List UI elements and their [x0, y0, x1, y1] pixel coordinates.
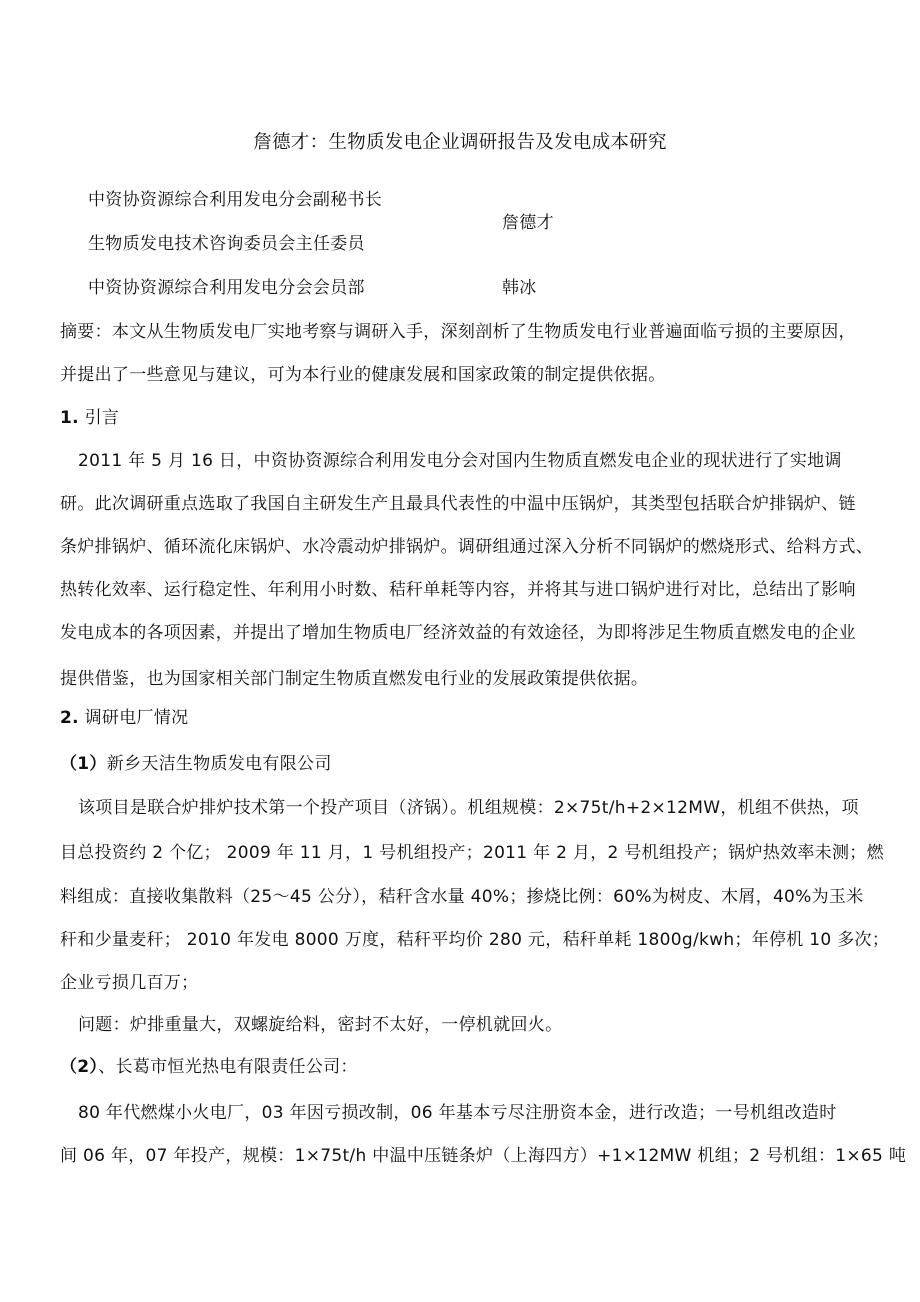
paragraph-line: 间 06 年，07 年投产，规模：1×75t/h 中温中压链条炉（上海四方）+1×12MW 机组；2 号机组：1×65 吨	[60, 1146, 907, 1166]
paragraph-line: 研。此次调研重点选取了我国自主研发生产且最具代表性的中温中压锅炉，其类型包括联合炉排锅炉、链	[60, 494, 856, 514]
section-title: 引言	[84, 408, 120, 428]
section-number: 1.	[60, 408, 79, 428]
paragraph-line: 料组成：直接收集散料（25～45 公分），秸秆含水量 40%；掺烧比例：60%为树皮、木屑，40%为玉米	[60, 887, 864, 907]
document-title: 詹德才：生物质发电企业调研报告及发电成本研究	[253, 132, 667, 153]
paragraph-line: 目总投资约 2 个亿； 2009 年 11 月，1 号机组投产；2011 年 2 月，2 号机组投产；锅炉热效率未测；燃	[60, 843, 884, 863]
section-number: 2.	[60, 708, 79, 728]
paragraph-line: 条炉排锅炉、循环流化床锅炉、水冷震动炉排锅炉。调研组通过深入分析不同锅炉的燃烧形式、给料方式、	[60, 537, 874, 557]
author2-name: 韩冰	[502, 278, 537, 298]
paragraph-line: 该项目是联合炉排炉技术第一个投产项目（济锅）。机组规模：2×75t/h+2×12MW，机组不供热，项	[78, 798, 859, 818]
paragraph-line: 热转化效率、运行稳定性、年利用小时数、秸秆单耗等内容，并将其与进口锅炉进行对比，总结出了影响	[60, 580, 856, 600]
plant-name: 新乡天洁生物质发电有限公司	[106, 754, 332, 774]
section1-heading	[60, 407, 119, 429]
paragraph-line: 提供借鉴，也为国家相关部门制定生物质直燃发电行业的发展政策提供依据。	[60, 669, 649, 689]
paragraph-line: 80 年代燃煤小火电厂，03 年因亏损改制，06 年基本亏尽注册资本金，进行改造；一号机组改造时	[78, 1103, 837, 1123]
abstract-line: 并提出了一些意见与建议，可为本行业的健康发展和国家政策的制定提供依据。	[60, 365, 666, 385]
plant-number: （1）	[60, 754, 107, 774]
paragraph-line: 2011 年 5 月 16 日，中资协资源综合利用发电分会对国内生物质直燃发电企业的现状进行了实地调	[78, 451, 842, 471]
section-title: 调研电厂情况	[84, 708, 189, 728]
author1-affiliation-2: 生物质发电技术咨询委员会主任委员	[88, 234, 365, 254]
paragraph-line: 企业亏损几百万；	[60, 973, 199, 993]
abstract-line: 摘要：本文从生物质发电厂实地考察与调研入手，深刻剖析了生物质发电行业普遍面临亏损的主要原因，	[60, 322, 856, 342]
author2-affiliation: 中资协资源综合利用发电分会会员部	[88, 278, 365, 298]
author1-name: 詹德才	[502, 213, 554, 233]
paragraph-line: 秆和少量麦秆； 2010 年发电 8000 万度，秸秆平均价 280 元，秸秆单耗 1800g/kwh；年停机 10 多次；	[60, 930, 890, 950]
problem-line: 问题：炉排重量大，双螺旋给料，密封不太好，一停机就回火。	[78, 1015, 563, 1035]
plant-name: 、长葛市恒光热电有限责任公司：	[98, 1057, 358, 1077]
paragraph-line: 发电成本的各项因素，并提出了增加生物质电厂经济效益的有效途径，为即将涉足生物质直燃发电的企业	[60, 623, 856, 643]
plant1-heading	[60, 753, 332, 775]
plant2-heading	[60, 1056, 358, 1078]
author1-affiliation-1: 中资协资源综合利用发电分会副秘书长	[88, 190, 383, 210]
section2-heading	[60, 707, 188, 729]
plant-number: （2）	[60, 1057, 99, 1077]
